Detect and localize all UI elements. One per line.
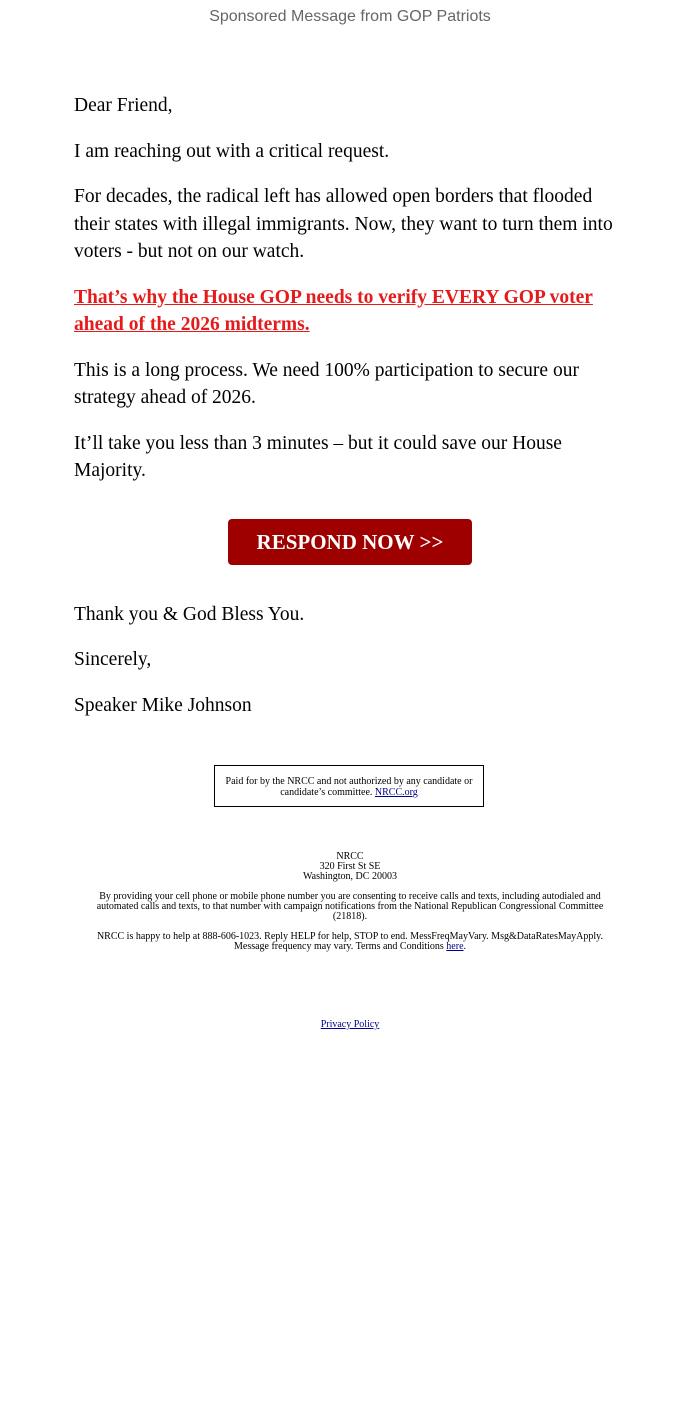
- thanks-line: Thank you & God Bless You.: [74, 603, 305, 625]
- help-text: NRCC is happy to help at 888-606-1023. Reply HELP for help, STOP to end. MessFreqMayVary. Msg&DataRatesMayApply. Message frequency may vary. Terms and Conditions: [96, 931, 604, 952]
- signature: Speaker Mike Johnson: [74, 694, 252, 716]
- paragraph-borders: For decades, the radical left has allowed open borders that flooded their states with illegal immigrants. Now, they want to turn them into voters - but not on our watch.: [74, 186, 613, 262]
- respond-now-button[interactable]: RESPOND NOW >>: [228, 519, 472, 565]
- nrcc-org-link[interactable]: NRCC.org: [374, 787, 418, 798]
- address-street: 320 First St SE: [319, 861, 381, 872]
- sponsored-preheader: Sponsored Message from GOP Patriots: [209, 8, 491, 25]
- help-text-block: [90, 932, 610, 952]
- cta-container: [74, 519, 626, 565]
- salutation: Dear Friend,: [74, 95, 173, 116]
- privacy-container: [0, 1019, 700, 1030]
- privacy-policy-link[interactable]: Privacy Policy: [320, 1019, 380, 1030]
- paragraph-process: This is a long process. We need 100% participation to secure our strategy ahead of 2026.: [74, 359, 579, 408]
- paragraph-minutes: It’ll take you less than 3 minutes – but it could save our House Majority.: [74, 432, 562, 481]
- highlight-link[interactable]: That’s why the House GOP needs to verify EVERY GOP voter ahead of the 2026 midterms.: [74, 286, 593, 335]
- address-city: Washington, DC 20003: [303, 871, 397, 882]
- help-period: .: [463, 941, 467, 952]
- paragraph-request: I am reaching out with a critical request.: [74, 140, 390, 162]
- mailing-address: [90, 852, 610, 882]
- terms-here-link[interactable]: here: [446, 941, 464, 952]
- address-org: NRCC: [336, 851, 364, 862]
- footer: [90, 852, 610, 962]
- sms-consent-text: By providing your cell phone or mobile phone number you are consenting to receive calls and texts, including autodialed and automated calls and texts, to that number with campaign notifications from the National Republican Congressional Committee (21818).: [96, 891, 604, 922]
- letter-body: [74, 92, 626, 737]
- disclaimer-text: Paid for by the NRCC and not authorized by any candidate or candidate’s committee.: [225, 776, 473, 798]
- closing-line: Sincerely,: [74, 649, 152, 670]
- paid-for-disclaimer: [214, 765, 484, 807]
